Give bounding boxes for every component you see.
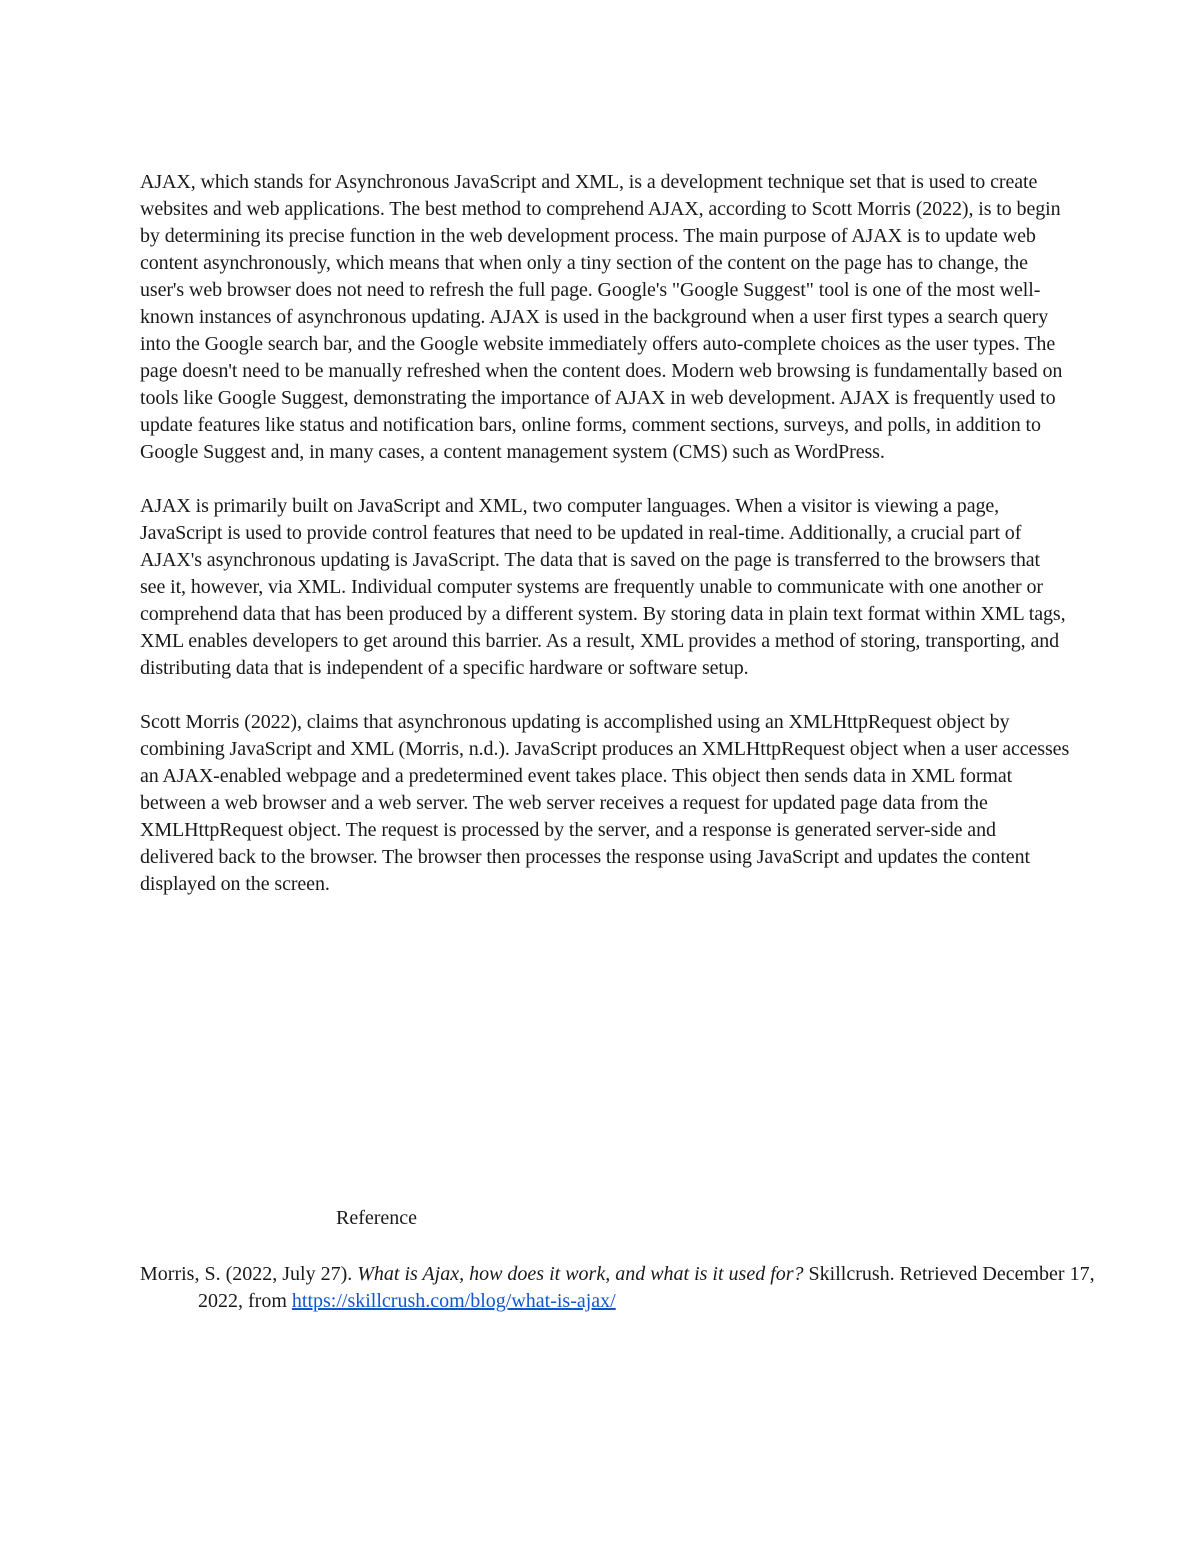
document-body [140, 169, 1070, 925]
reference-publisher: Skillcrush. Retrieved December 17, 2022, from [198, 1263, 1095, 1312]
paragraph-javascript-xml: AJAX is primarily built on JavaScript and XML, two computer languages. When a visitor is viewing a page, JavaScript is used to provide control features that need to be updated in real-time. Additionally, a crucial part of AJAX's asynchronous updating is JavaScript. The data that is saved on the page is transferred to the browsers that see it, however, via XML. Individual computer systems are frequently unable to communicate with one another or comprehend data that has been produced by a different system. By storing data in plain text format within XML tags, XML enables developers to get around this barrier. As a result, XML provides a method of storing, transporting, and distributing data that is independent of a specific hardware or software setup. [140, 495, 1066, 679]
reference-link[interactable]: https://skillcrush.com/blog/what-is-ajax/ [291, 1290, 616, 1312]
reference-title: What is Ajax, how does it work, and what is it used for? [357, 1263, 804, 1285]
reference-authors: Morris, S. (2022, July 27). [140, 1263, 358, 1285]
reference-heading: Reference [336, 1207, 418, 1229]
paragraph-ajax-overview: AJAX, which stands for Asynchronous JavaScript and XML, is a development technique set that is used to create websites and web applications. The best method to comprehend AJAX, according to Scott Morris (2022), is to begin by determining its precise function in the web development process. The main purpose of AJAX is to update web content asynchronously, which means that when only a tiny section of the content on the page has to change, the user's web browser does not need to refresh the full page. Google's "Google Suggest" tool is one of the most well-known instances of asynchronous updating. AJAX is used in the background when a user first types a search query into the Google search bar, and the Google website immediately offers auto-complete choices as the user types. The page doesn't need to be manually refreshed when the content does. Modern web browsing is fundamentally based on tools like Google Suggest, demonstrating the importance of AJAX in web development. AJAX is frequently used to update features like status and notification bars, online forms, comment sections, surveys, and polls, in addition to Google Suggest and, in many cases, a content management system (CMS) such as WordPress. [140, 171, 1063, 463]
reference-entry [140, 1261, 1128, 1315]
paragraph-xmlhttprequest: Scott Morris (2022), claims that asynchronous updating is accomplished using an XMLHttpRequest object by combining JavaScript and XML (Morris, n.d.). JavaScript produces an XMLHttpRequest object when a user accesses an AJAX-enabled webpage and a predetermined event takes place. This object then sends data in XML format between a web browser and a web server. The web server receives a request for updated page data from the XMLHttpRequest object. The request is processed by the server, and a response is generated server-side and delivered back to the browser. The browser then processes the response using JavaScript and updates the content displayed on the screen. [140, 711, 1070, 895]
